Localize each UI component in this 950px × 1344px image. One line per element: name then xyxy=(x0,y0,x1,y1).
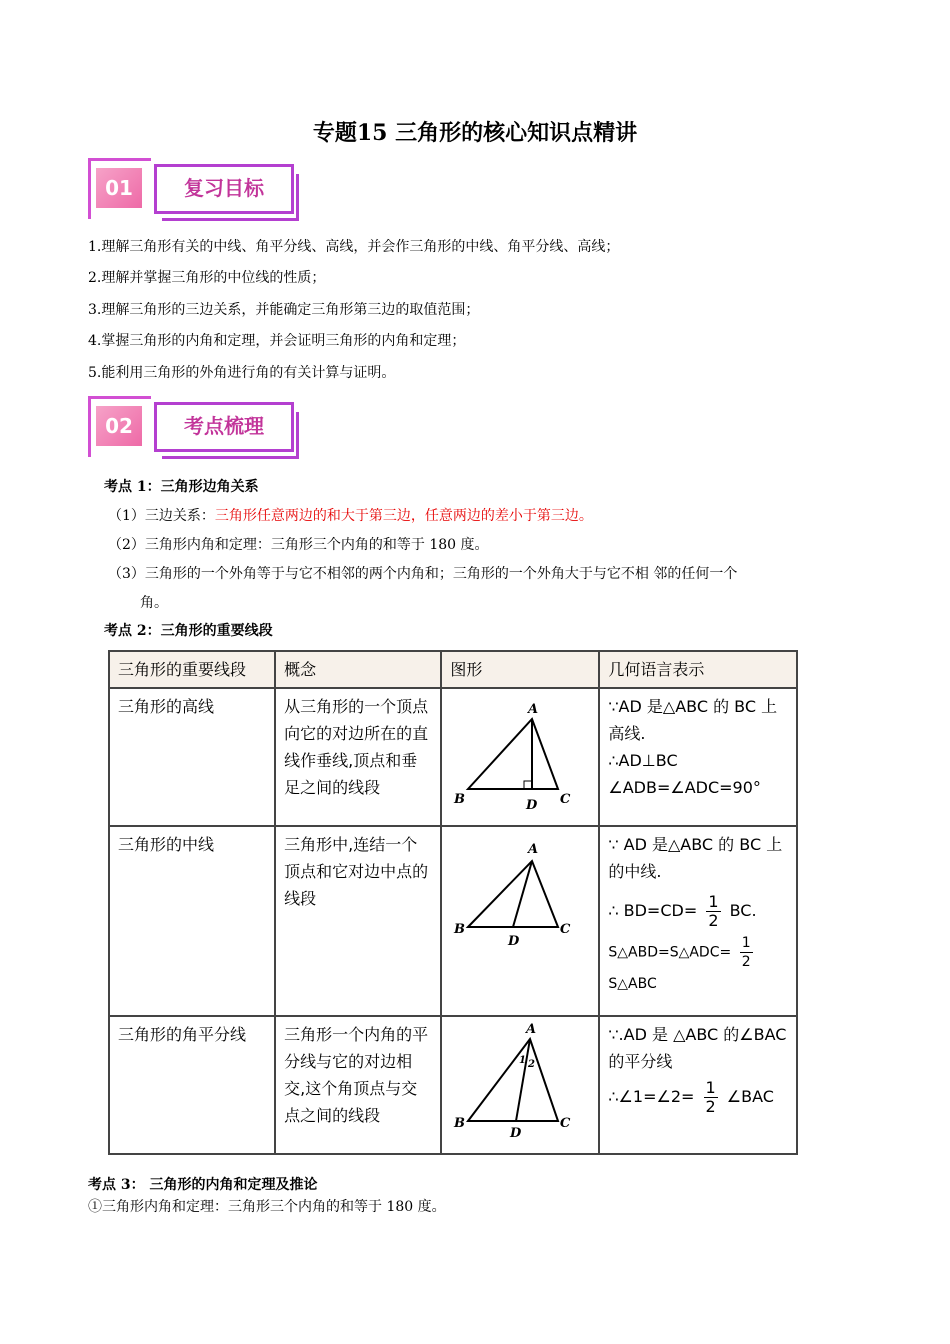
section-badge-key-points xyxy=(88,396,308,466)
section-label: 复习目标 xyxy=(184,176,264,200)
vertex-label: C xyxy=(560,1116,571,1131)
table-header-row xyxy=(109,651,797,688)
vertex-label: A xyxy=(526,1022,537,1037)
kp1-item3-line2: 角。 xyxy=(140,595,168,611)
geo-text: ∴ BD=CD= xyxy=(608,901,698,920)
page-title: 专题15 三角形的核心知识点精讲 xyxy=(312,120,638,146)
altitude-triangle-figure xyxy=(450,693,590,813)
geo-line xyxy=(608,934,788,998)
geo-text: ∴∠1=∠2= xyxy=(608,1087,695,1106)
median-triangle-figure xyxy=(450,831,590,951)
segment-figure xyxy=(441,688,599,826)
table-row xyxy=(109,688,797,826)
kp1-heading: 考点 1：三角形边角关系 xyxy=(104,479,259,495)
section-badge-review-goals xyxy=(88,158,308,228)
kp1-item2: （2）三角形内角和定理：三角形三个内角的和等于 180 度。 xyxy=(108,537,489,553)
vertex-label: C xyxy=(560,792,571,807)
fraction-denominator: 2 xyxy=(705,1097,716,1116)
fraction-half xyxy=(706,893,720,930)
geo-line xyxy=(608,1079,788,1116)
kp3-heading: 考点 3： 三角形的内角和定理及推论 xyxy=(88,1177,318,1193)
objective-3: 3.理解三角形的三边关系，并能确定三角形第三边的取值范围； xyxy=(88,302,480,318)
kp2-heading: 考点 2：三角形的重要线段 xyxy=(104,623,273,639)
geo-text: ∠BAC xyxy=(726,1087,774,1106)
segment-concept: 三角形中,连结一个顶点和它对边中点的线段 xyxy=(275,826,441,1016)
vertex-label: C xyxy=(560,922,571,937)
fraction-half xyxy=(740,934,753,971)
vertex-label: A xyxy=(528,702,539,717)
objective-4: 4.掌握三角形的内角和定理，并会证明三角形的内角和定理； xyxy=(88,333,466,349)
geo-line xyxy=(608,893,788,930)
table-header-cell: 图形 xyxy=(441,651,599,688)
bisector-triangle-figure xyxy=(450,1021,590,1141)
angle-label: 2 xyxy=(528,1059,536,1070)
table-header-cell: 三角形的重要线段 xyxy=(109,651,275,688)
kp1-item1-prefix: （1）三边关系： xyxy=(108,508,215,524)
segment-figure xyxy=(441,1016,599,1154)
section-number: 02 xyxy=(96,406,142,446)
objective-5: 5.能利用三角形的外角进行角的有关计算与证明。 xyxy=(88,365,396,381)
vertex-label: D xyxy=(508,934,520,949)
geo-text: S△ABD=S△ADC= xyxy=(608,944,732,961)
geo-line: ∵ AD 是△ABC 的 BC 上的中线. xyxy=(608,835,783,881)
segment-concept: 三角形一个内角的平分线与它的对边相交,这个角顶点与交点之间的线段 xyxy=(275,1016,441,1154)
geo-text: BC. xyxy=(729,901,757,920)
vertex-label: D xyxy=(526,798,538,813)
kp1-item3-line1: （3）三角形的一个外角等于与它不相邻的两个内角和；三角形的一个外角大于与它不相 邻的任何一个 xyxy=(108,566,738,582)
vertex-label: D xyxy=(510,1126,522,1141)
segment-geometry xyxy=(599,1016,797,1154)
vertex-label: B xyxy=(454,922,466,937)
bisector-ad xyxy=(516,1039,530,1121)
kp1-item1-highlight: 三角形任意两边的和大于第三边，任意两边的差小于第三边。 xyxy=(214,508,593,524)
table-row xyxy=(109,1016,797,1154)
table-header-cell: 概念 xyxy=(275,651,441,688)
segment-geometry xyxy=(599,826,797,1016)
fraction-denominator: 2 xyxy=(741,954,751,970)
fraction-numerator: 1 xyxy=(708,892,719,911)
table-row xyxy=(109,826,797,1016)
fraction-denominator: 2 xyxy=(708,911,719,930)
fraction-numerator: 1 xyxy=(705,1078,716,1097)
geo-line: ∠ADB=∠ADC=90° xyxy=(608,778,761,797)
geo-text: S△ABC xyxy=(608,976,657,992)
segment-figure xyxy=(441,826,599,1016)
kp3-item1: ①三角形内角和定理：三角形三个内角的和等于 180 度。 xyxy=(88,1199,446,1215)
section-number: 01 xyxy=(96,168,142,208)
geo-line: ∴AD⊥BC xyxy=(608,751,678,770)
segment-name: 三角形的角平分线 xyxy=(109,1016,275,1154)
geo-line: ∵AD 是△ABC 的 BC 上高线. xyxy=(608,697,778,743)
section-label: 考点梳理 xyxy=(184,414,264,438)
segment-concept: 从三角形的一个顶点向它的对边所在的直线作垂线,顶点和垂足之间的线段 xyxy=(275,688,441,826)
kp1-item1 xyxy=(108,505,593,525)
fraction-numerator: 1 xyxy=(741,935,751,951)
segment-name: 三角形的高线 xyxy=(109,688,275,826)
triangle-abc xyxy=(468,861,558,927)
fraction-half xyxy=(704,1079,718,1116)
triangle-abc xyxy=(468,1039,558,1121)
segment-name: 三角形的中线 xyxy=(109,826,275,1016)
objective-1: 1.理解三角形有关的中线、角平分线、高线，并会作三角形的中线、角平分线、高线； xyxy=(88,239,620,255)
vertex-label: B xyxy=(454,1116,466,1131)
vertex-label: B xyxy=(454,792,466,807)
segment-geometry xyxy=(599,688,797,826)
vertex-label: A xyxy=(528,842,539,857)
right-angle-mark xyxy=(524,781,532,789)
objective-2: 2.理解并掌握三角形的中位线的性质； xyxy=(88,270,326,286)
triangle-abc xyxy=(468,719,558,789)
table-header-cell: 几何语言表示 xyxy=(599,651,797,688)
geo-line: ∵.AD 是 △ABC 的∠BAC 的平分线 xyxy=(608,1025,787,1071)
angle-label: 1 xyxy=(519,1055,527,1066)
important-segments-table xyxy=(108,650,798,1155)
